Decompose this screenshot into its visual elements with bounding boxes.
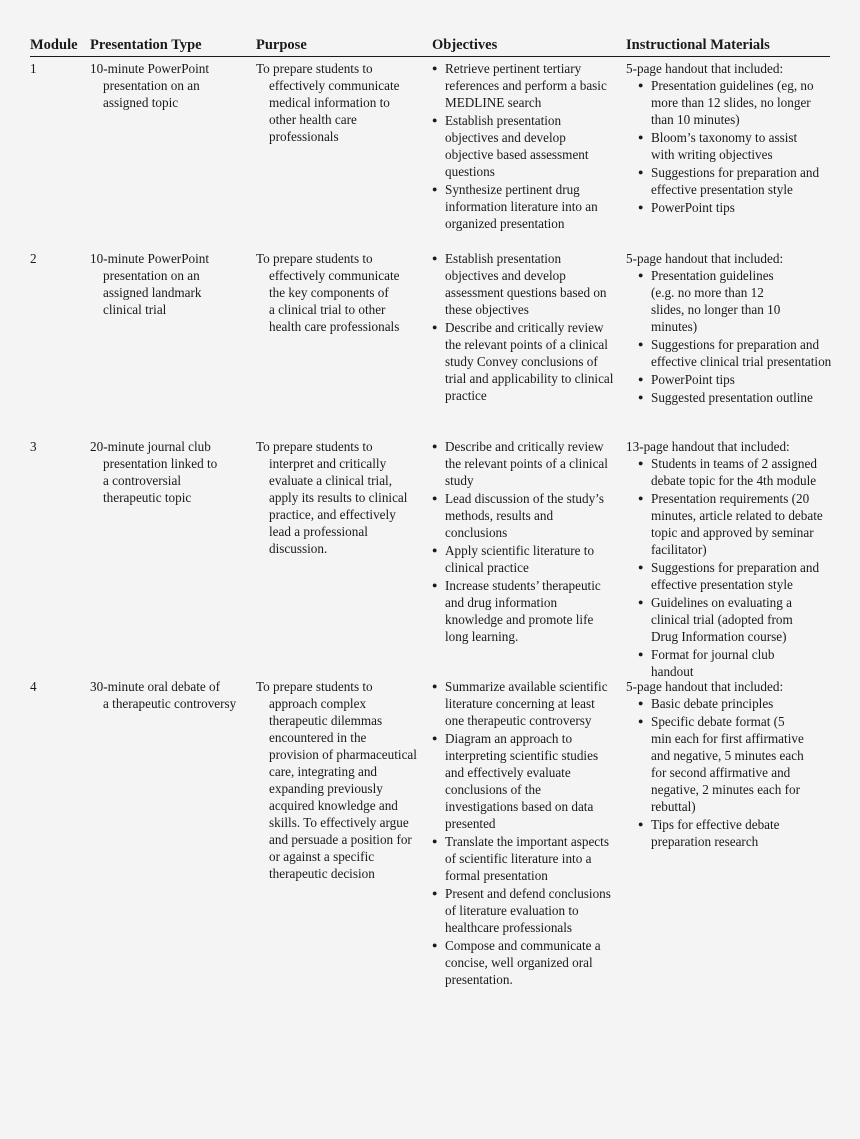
objective-item: ● Present and defend conclusions of literature evaluation to healthcare professionals (431, 885, 615, 936)
material-item: ● Specific debate format (5 min each for first affirmative and negative, 5 minutes each for second affirmative and negative, 2 minutes each for rebuttal) (637, 713, 805, 815)
material-item: ● Tips for effective debate preparation research (637, 816, 805, 850)
row-3-purpose: To prepare students to interpret and critically evaluate a clinical trial, apply its results to clinical practice, and effectively lead a professional discussion. (256, 439, 408, 556)
objective-item: ● Diagram an approach to interpreting scientific studies and effectively evaluate conclusions of the investigations based on data presented (431, 730, 615, 832)
header-presentation-type: Presentation Type (90, 37, 202, 53)
objective-item: ● Lead discussion of the study’s methods, results and conclusions (431, 490, 615, 541)
material-item: ● Suggestions for preparation and effective presentation style (637, 164, 823, 198)
row-2-materials (626, 250, 836, 407)
row-4-module: 4 (30, 679, 37, 694)
material-item: ● Presentation requirements (20 minutes, article related to debate topic and approved by seminar facilitator) (637, 490, 833, 558)
objective-item: ● Translate the important aspects of scientific literature into a formal presentation (431, 833, 615, 884)
row-2-purpose: To prepare students to effectively communicate the key components of a clinical trial to other health care professionals (256, 251, 400, 334)
materials-intro: 5-page handout that included: (626, 679, 784, 694)
objective-item: ● Increase students’ therapeutic and drug information knowledge and promote life long learning. (431, 577, 615, 645)
header-objectives: Objectives (432, 37, 498, 53)
row-3-materials (626, 438, 836, 681)
row-1-objectives (431, 60, 615, 233)
objective-item: ● Establish presentation objectives and develop assessment questions based on these objectives (431, 250, 615, 318)
objective-item: ● Compose and communicate a concise, well organized oral presentation. (431, 937, 615, 988)
row-3-objectives (431, 438, 615, 646)
header-rule (30, 56, 830, 57)
objective-item: ● Apply scientific literature to clinical practice (431, 542, 615, 576)
material-item: ● Presentation guidelines (e.g. no more than 12 slides, no longer than 10 minutes) (637, 267, 797, 335)
row-4-purpose: To prepare students to approach complex therapeutic dilemmas encountered in the provision of pharmaceutical care, integrating and expanding previously acquired knowledge and skills. To effectively argue and persuade a position for or against a specific therapeutic decision (256, 679, 417, 881)
material-item: ● Suggestions for preparation and effective presentation style (637, 559, 833, 593)
row-3-module: 3 (30, 439, 37, 454)
material-item: ● Students in teams of 2 assigned debate topic for the 4th module (637, 455, 833, 489)
material-item: ● Format for journal club handout (637, 646, 811, 680)
objective-item: ● Establish presentation objectives and develop objective based assessment questions (431, 112, 615, 180)
row-4-materials (626, 678, 836, 851)
row-4-presentation-type: 30-minute oral debate of a therapeutic controversy (90, 679, 237, 711)
material-item: ● Suggested presentation outline (637, 389, 797, 406)
materials-intro: 5-page handout that included: (626, 251, 784, 266)
material-item: ● PowerPoint tips (637, 199, 823, 216)
row-1-module: 1 (30, 61, 37, 76)
row-2-presentation-type: 10-minute PowerPoint presentation on an assigned landmark clinical trial (90, 251, 210, 317)
header-purpose: Purpose (256, 37, 307, 53)
material-item: ● Suggestions for preparation and effective clinical trial presentation (637, 336, 841, 370)
row-3-presentation-type: 20-minute journal club presentation linked to a controversial therapeutic topic (90, 439, 218, 505)
material-item: ● Guidelines on evaluating a clinical trial (adopted from Drug Information course) (637, 594, 811, 645)
material-item: ● Presentation guidelines (eg, no more than 12 slides, no longer than 10 minutes) (637, 77, 823, 128)
header-module: Module (30, 37, 78, 53)
row-4-objectives (431, 678, 615, 989)
objective-item: ● Describe and critically review the relevant points of a clinical study (431, 438, 615, 489)
materials-intro: 5-page handout that included: (626, 61, 784, 76)
row-2-objectives (431, 250, 615, 405)
objective-item: ● Summarize available scientific literature concerning at least one therapeutic controversy (431, 678, 615, 729)
row-1-presentation-type: 10-minute PowerPoint presentation on an assigned topic (90, 61, 210, 110)
objective-item: ● Retrieve pertinent tertiary references and perform a basic MEDLINE search (431, 60, 615, 111)
material-item: ● PowerPoint tips (637, 371, 797, 388)
objective-item: ● Synthesize pertinent drug information literature into an organized presentation (431, 181, 615, 232)
objective-item: ● Describe and critically review the relevant points of a clinical study Convey conclusions of trial and applicability to clinical practice (431, 319, 615, 404)
row-1-purpose: To prepare students to effectively communicate medical information to other health care professionals (256, 61, 400, 144)
material-item: ● Basic debate principles (637, 695, 805, 712)
row-2-module: 2 (30, 251, 37, 266)
header-instructional-materials: Instructional Materials (626, 37, 770, 53)
row-1-materials (626, 60, 836, 217)
materials-intro: 13-page handout that included: (626, 439, 790, 454)
material-item: ● Bloom’s taxonomy to assist with writing objectives (637, 129, 823, 163)
